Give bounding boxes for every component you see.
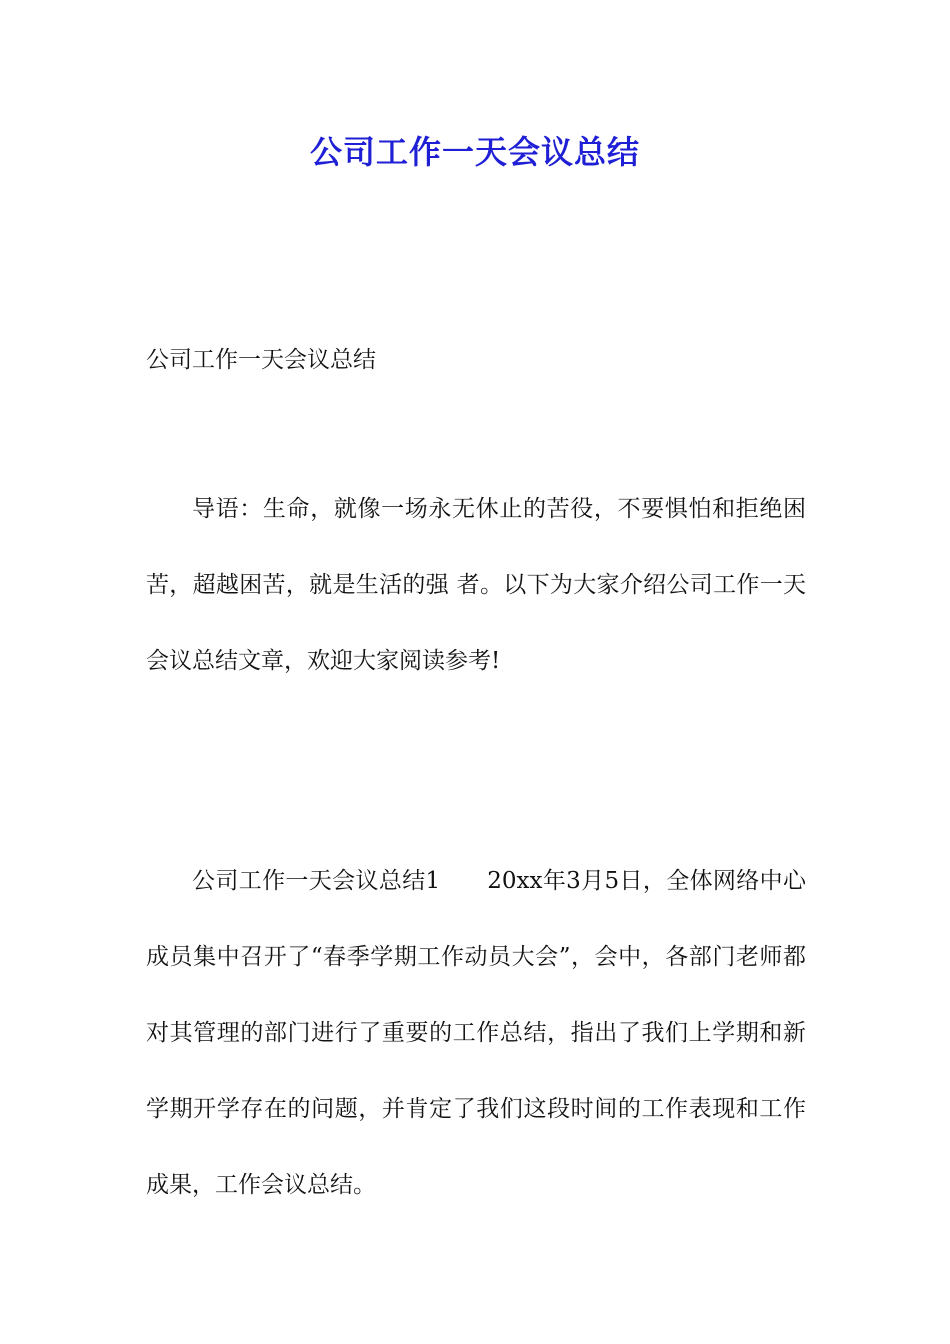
document-subtitle: 公司工作一天会议总结 [146, 347, 376, 373]
summary-paragraph: 公司工作一天会议总结1 20xx年3月5日，全体网络中心成员集中召开了“春季学期工作动员大会”，会中，各部门老师都对其管理的部门进行了重要的工作总结，指出了我们上学期和新学期开学存在的问题，并肯定了我们这段时间的工作表现和工作成果，工作会议总结。 [146, 868, 806, 1198]
document-title: 公司工作一天会议总结 [309, 133, 640, 171]
intro-paragraph: 导语：生命，就像一场永无休止的苦役，不要惧怕和拒绝困苦，超越困苦，就是生活的强 者。以下为大家介绍公司工作一天会议总结文章，欢迎大家阅读参考! [146, 496, 806, 674]
